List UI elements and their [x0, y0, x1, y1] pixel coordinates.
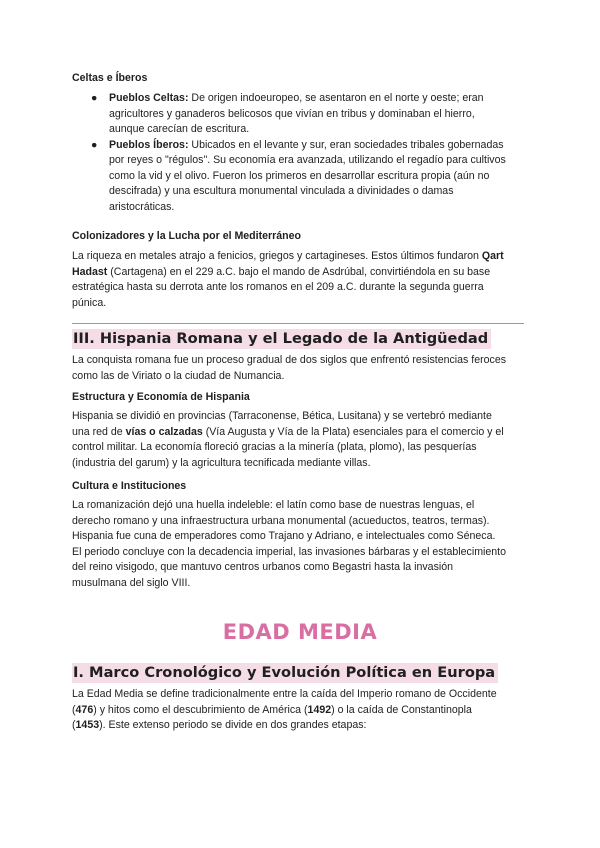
text-line: El periodo concluye con la decadencia imperial, las invasiones bárbaras y el establecimiento — [72, 545, 506, 558]
text-line: aunque carecían de escritura. — [109, 123, 250, 135]
text-line: musulmana del siglo VIII. — [72, 576, 191, 589]
list-item-iberos — [72, 138, 532, 216]
text-line: como las de Viriato o la ciudad de Numancia. — [72, 369, 285, 382]
term-qart-hadast: Hadast — [72, 265, 108, 278]
text-line: (Cartagena) en el 229 a.C. bajo el mando de Asdrúbal, convirtiéndola en su base — [107, 265, 491, 278]
hispania-intro — [72, 353, 532, 384]
text-line: (industria del garum) y la agricultura tecnificada mediante villas. — [72, 456, 371, 469]
text-line: ( — [72, 703, 76, 716]
year-1453: 1453 — [75, 719, 100, 731]
heading-colonizadores: Colonizadores y la Lucha por el Mediterráneo — [72, 230, 301, 242]
term-qart-hadast: Qart — [481, 250, 504, 262]
text-line: Ubicados en el levante y sur, eran sociedades tribales gobernadas — [188, 138, 504, 151]
text-line: ) o la caída de Constantinopla — [331, 703, 472, 716]
text-line: La romanización dejó una huella indeleble: el latín como base de nuestras lenguas, el — [72, 499, 475, 511]
horizontal-divider — [72, 323, 524, 324]
list-item-celtas — [72, 91, 532, 138]
text-line: por reyes o "régulos". Su economía era avanzada, utilizando el regadío para cultivos — [109, 154, 506, 166]
heading-cultura: Cultura e Instituciones — [72, 480, 187, 492]
subsection-estructura — [72, 390, 532, 471]
section-title-marco-cronologico — [72, 664, 532, 681]
text-line: La Edad Media se define tradicionalmente entre la caída del Imperio romano de Occidente — [72, 688, 497, 700]
text-line: control militar. La economía floreció gracias a la minería (plata, plomo), las pesquerías — [72, 441, 477, 453]
highlighted-title: I. Marco Cronológico y Evolución Política en Europa — [72, 663, 498, 683]
paragraph-intro — [72, 353, 532, 384]
section-celtas-iberos — [72, 71, 532, 215]
bullet-icon: ● — [91, 138, 98, 151]
text-line: De origen indoeuropeo, se asentaron en el norte y oeste; eran — [188, 92, 484, 104]
term-celtas: Pueblos Celtas: — [109, 92, 189, 104]
paragraph-estructura — [72, 409, 532, 471]
text-line: del reino visigodo, que mantuvo centros urbanos como Begastri hasta la invasión — [72, 561, 454, 573]
year-476: 476 — [75, 703, 94, 716]
text-line: ( — [72, 719, 76, 731]
text-line: aristocráticas. — [109, 200, 175, 213]
text-line: Hispania se dividió en provincias (Tarraconense, Bética, Lusitana) y se vertebró mediante — [72, 410, 492, 422]
text-line: como la vid y el olivo. Fueron los primeros en desarrollar escritura propia (aún no — [109, 169, 490, 182]
year-1492: 1492 — [307, 703, 332, 716]
text-line: una red de — [72, 425, 126, 438]
peoples-list — [72, 91, 532, 215]
heading-estructura: Estructura y Economía de Hispania — [72, 391, 250, 403]
paragraph-colonizadores — [72, 249, 532, 311]
section-marco-cronologico — [72, 664, 532, 681]
paragraph-edad-media — [72, 687, 532, 734]
text-line: La conquista romana fue un proceso gradual de dos siglos que enfrentó resistencias feroces — [72, 354, 507, 366]
paragraph-cultura — [72, 498, 532, 591]
text-line: púnica. — [72, 296, 107, 309]
highlighted-title: III. Hispania Romana y el Legado de la Antigüedad — [72, 329, 491, 349]
term-vias-calzadas: vías o calzadas — [125, 425, 203, 438]
text-line: ) y hitos como el descubrimiento de América ( — [93, 703, 308, 716]
text-line: (Vía Augusta y Vía de la Plata) esenciales para el comercio y el — [202, 425, 504, 438]
text-line: agricultores y ganaderos belicosos que vivían en tribus y dominaban el hierro, — [109, 107, 475, 120]
text-line: ). Este extenso periodo se divide en dos grandes etapas: — [99, 719, 367, 731]
text-line: Hispania fue cuna de emperadores como Trajano y Adriano, e intelectuales como Séneca. — [72, 530, 496, 542]
section-hispania-romana — [72, 330, 532, 347]
text-line: derecho romano y una infraestructura urbana monumental (acueductos, teatros, termas). — [72, 514, 490, 527]
heading-celtas-iberos: Celtas e Íberos — [72, 72, 148, 84]
bullet-icon: ● — [91, 92, 98, 104]
section-colonizadores — [72, 229, 532, 311]
text-line: descifrada) y una escultura monumental vinculada a divinidades o damas — [109, 185, 454, 197]
text-line: La riqueza en metales atrajo a fenicios, griegos y cartagineses. Estos últimos fundaron — [72, 250, 482, 262]
subsection-cultura — [72, 479, 532, 591]
text-line: estratégica hasta su derrota ante los romanos en el 209 a.C. durante la segunda guerra — [72, 281, 484, 293]
paragraph-edad-media-wrapper — [72, 687, 532, 734]
chapter-title-edad-media: EDAD MEDIA — [222, 620, 378, 644]
section-title-hispania-romana — [72, 330, 532, 347]
term-iberos: Pueblos Íberos: — [109, 138, 189, 151]
